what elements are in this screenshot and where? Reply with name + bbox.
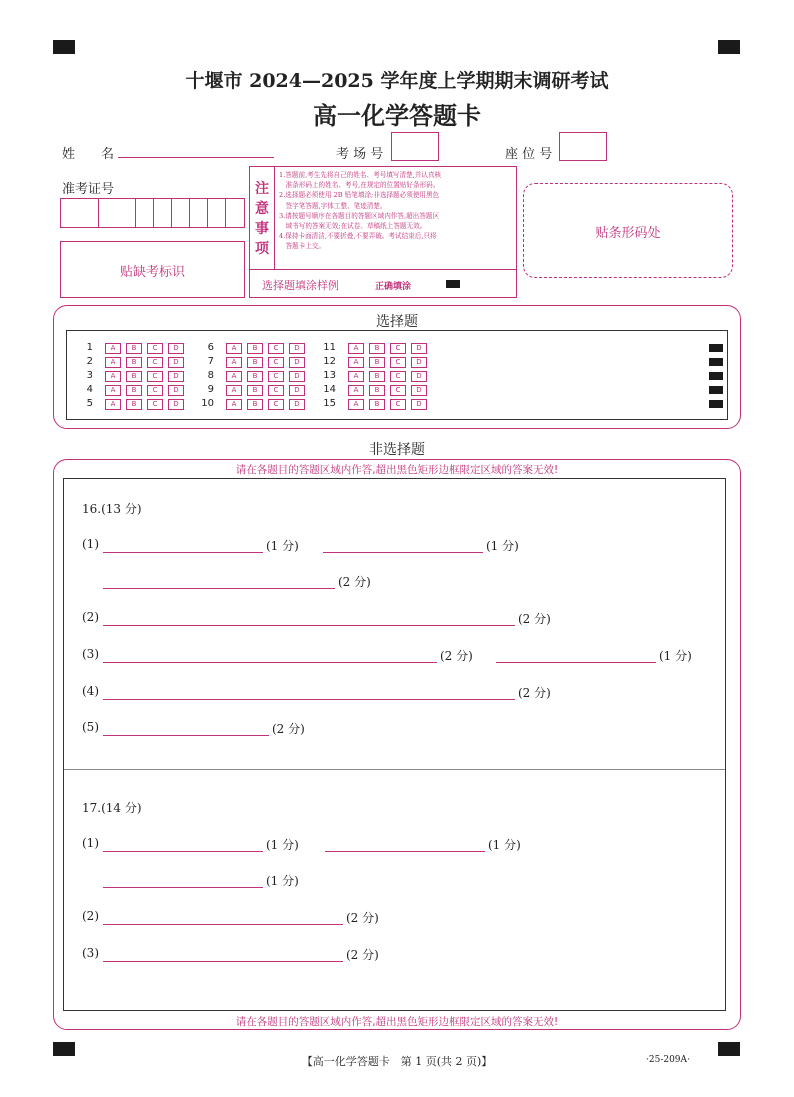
mc-option-bubble[interactable]: A (348, 343, 364, 354)
q17-part1-blank-c[interactable] (103, 886, 263, 888)
mc-question-number: 15 (323, 398, 336, 409)
mc-option-bubble[interactable]: D (168, 371, 184, 382)
q16-part2-score: (2 分) (518, 612, 551, 626)
mc-option-bubble[interactable]: B (247, 399, 263, 410)
mc-question-number: 7 (207, 356, 214, 367)
ticket-label: 准考证号 (62, 182, 115, 197)
mc-option-bubble[interactable]: A (348, 371, 364, 382)
absent-sticker-area (60, 241, 245, 298)
barcode-area (523, 183, 733, 278)
mc-option-bubble[interactable]: C (268, 357, 284, 368)
answer-frame (63, 478, 726, 1011)
mc-option-bubble[interactable]: A (105, 357, 121, 368)
form-code: ·25-209A· (646, 1055, 690, 1065)
mc-option-bubble[interactable]: C (147, 385, 163, 396)
mc-option-bubble[interactable]: C (147, 343, 163, 354)
open-title: 非选择题 (369, 442, 425, 458)
q17-part2-score: (2 分) (346, 911, 379, 925)
mc-option-bubble[interactable]: D (168, 385, 184, 396)
mc-option-bubble[interactable]: B (247, 357, 263, 368)
q16-part3-blank-a[interactable] (103, 661, 437, 663)
q16-part1-blank-b[interactable] (323, 551, 483, 553)
mc-option-bubble[interactable]: A (105, 371, 121, 382)
q17-part2-label: (2) (82, 909, 99, 923)
corner-mark-top-left (53, 40, 75, 54)
mc-option-bubble[interactable]: C (390, 357, 406, 368)
mc-option-bubble[interactable]: B (369, 357, 385, 368)
mc-option-bubble[interactable]: B (369, 371, 385, 382)
fill-sample-row (250, 269, 516, 298)
mc-question-number: 14 (323, 384, 336, 395)
mc-question-number: 3 (86, 370, 93, 381)
mc-option-bubble[interactable]: B (126, 357, 142, 368)
q16-part3-score-a: (2 分) (440, 649, 473, 663)
mc-question-number: 1 (86, 342, 93, 353)
mc-question-number: 13 (323, 370, 336, 381)
mc-option-bubble[interactable]: C (268, 385, 284, 396)
mc-option-bubble[interactable]: C (268, 371, 284, 382)
q17-part3-blank[interactable] (103, 960, 343, 962)
q17-part1-label: (1) (82, 836, 99, 850)
mc-option-bubble[interactable]: C (268, 343, 284, 354)
mc-question-number: 9 (207, 384, 214, 395)
q16-part1-score-c: (2 分) (338, 575, 371, 589)
corner-mark-top-right (718, 40, 740, 54)
mc-option-bubble[interactable]: B (369, 385, 385, 396)
notice-items: 1.答题前,考生先将自己的姓名、考号填写清楚,并认真核 准条形码上的姓名、考号,在规定的位置贴好条形码。 2.选择题必须使用 2B 铅笔填涂;非选择题必须使用黑色 签字笔答题,字体工整、笔迹清楚。 3.请按题号顺序在各题目的答题区域内作答,超出答题区 域书写的答案无效;在试卷、草稿纸上答题无效。 4.保持卡面清洁,不要折叠,不要弄破。考试结束后,只将 答题卡上交。 (279, 171, 442, 251)
q16-part2-blank[interactable] (103, 624, 515, 626)
q16-part3-label: (3) (82, 647, 99, 661)
mc-option-bubble[interactable]: D (289, 371, 305, 382)
q17-part1-score-a: (1 分) (266, 838, 299, 852)
open-warning-top: 请在各题目的答题区域内作答,超出黑色矩形边框限定区域的答案无效! (235, 464, 559, 476)
barcode-label: 贴条形码处 (595, 226, 661, 241)
mc-question-number: 11 (323, 342, 336, 353)
q16-part1-blank-a[interactable] (103, 551, 263, 553)
q16-part2-label: (2) (82, 610, 99, 624)
mc-option-bubble[interactable]: A (226, 357, 242, 368)
mc-option-bubble[interactable]: B (369, 399, 385, 410)
mc-option-bubble[interactable]: D (411, 399, 427, 410)
mc-option-bubble[interactable]: C (268, 399, 284, 410)
mc-option-bubble[interactable]: C (390, 343, 406, 354)
mc-question-number: 4 (86, 384, 93, 395)
mc-option-bubble[interactable]: A (348, 399, 364, 410)
exam-title: 十堰市 2024—2025 学年度上学期期末调研考试 (185, 70, 609, 92)
mc-question-number: 12 (323, 356, 336, 367)
q16-part4-blank[interactable] (103, 698, 515, 700)
mc-option-bubble[interactable]: B (126, 385, 142, 396)
mc-timing-mark (709, 358, 723, 366)
mc-option-bubble[interactable]: D (168, 357, 184, 368)
ticket-number-grid[interactable] (60, 198, 245, 228)
seat-field[interactable] (559, 132, 607, 161)
mc-option-bubble[interactable]: D (168, 399, 184, 410)
fill-sample-label: 选择题填涂样例 (262, 279, 339, 292)
q17-part1-blank-a[interactable] (103, 850, 263, 852)
mc-question-number: 5 (86, 398, 93, 409)
q16-part1-score-b: (1 分) (486, 539, 519, 553)
q17-part2-blank[interactable] (103, 923, 343, 925)
mc-option-bubble[interactable]: B (247, 385, 263, 396)
q16-part1-score-a: (1 分) (266, 539, 299, 553)
q16-part4-label: (4) (82, 684, 99, 698)
mc-question-number: 8 (207, 370, 214, 381)
mc-option-bubble[interactable]: D (411, 371, 427, 382)
q16-title: 16.(13 分) (82, 502, 142, 516)
open-warning-bottom: 请在各题目的答题区域内作答,超出黑色矩形边框限定区域的答案无效! (235, 1016, 559, 1028)
q16-part5-label: (5) (82, 720, 99, 734)
mc-option-bubble[interactable]: A (348, 357, 364, 368)
mc-option-bubble[interactable]: D (289, 399, 305, 410)
correct-fill-sample (446, 280, 460, 288)
card-title: 高一化学答题卡 (313, 102, 481, 130)
page-footer: 【高一化学答题卡 第 1 页(共 2 页)】 (301, 1055, 493, 1068)
q16-part5-blank[interactable] (103, 734, 269, 736)
exam-room-field[interactable] (391, 132, 439, 161)
q16-part1-blank-c[interactable] (103, 587, 335, 589)
absent-sticker-label: 贴缺考标识 (119, 265, 185, 280)
mc-option-bubble[interactable]: B (126, 343, 142, 354)
mc-question-number: 2 (86, 356, 93, 367)
mc-timing-mark (709, 400, 723, 408)
mc-option-bubble[interactable]: B (369, 343, 385, 354)
mc-option-bubble[interactable]: C (147, 399, 163, 410)
mc-question-number: 6 (207, 342, 214, 353)
mc-answer-box (66, 330, 728, 420)
name-field[interactable] (118, 143, 274, 158)
mc-option-bubble[interactable]: A (105, 385, 121, 396)
mc-question-number: 10 (201, 398, 214, 409)
mc-option-bubble[interactable]: C (390, 399, 406, 410)
seat-label: 座 位 号 (505, 147, 553, 162)
mc-option-bubble[interactable]: D (289, 385, 305, 396)
mc-option-bubble[interactable]: C (147, 357, 163, 368)
notice-heading: 注 意 事 项 (250, 167, 275, 269)
mc-option-bubble[interactable]: A (105, 399, 121, 410)
mc-option-bubble[interactable]: A (348, 385, 364, 396)
mc-option-bubble[interactable]: C (390, 371, 406, 382)
mc-timing-mark (709, 344, 723, 352)
q16-part5-score: (2 分) (272, 722, 305, 736)
notice-box (249, 166, 517, 298)
q17-part1-score-c: (1 分) (266, 874, 299, 888)
q16-part4-score: (2 分) (518, 686, 551, 700)
mc-option-bubble[interactable]: B (126, 399, 142, 410)
mc-option-bubble[interactable]: C (390, 385, 406, 396)
mc-title: 选择题 (376, 314, 418, 330)
mc-option-bubble[interactable]: D (168, 343, 184, 354)
mc-option-bubble[interactable]: B (247, 371, 263, 382)
mc-timing-mark (709, 386, 723, 394)
mc-option-bubble[interactable]: A (105, 343, 121, 354)
q17-part3-label: (3) (82, 946, 99, 960)
mc-option-bubble[interactable]: D (289, 357, 305, 368)
mc-option-bubble[interactable]: A (226, 371, 242, 382)
mc-option-bubble[interactable]: D (289, 343, 305, 354)
mc-option-bubble[interactable]: B (247, 343, 263, 354)
q17-part1-blank-b[interactable] (325, 850, 485, 852)
name-label: 姓 名 (62, 147, 115, 162)
q16-part3-score-b: (1 分) (659, 649, 692, 663)
mc-option-bubble[interactable]: A (226, 385, 242, 396)
q17-title: 17.(14 分) (82, 801, 142, 815)
q17-part1-score-b: (1 分) (488, 838, 521, 852)
exam-room-label: 考 场 号 (336, 147, 384, 162)
correct-fill-label: 正确填涂 (375, 282, 412, 292)
mc-option-bubble[interactable]: B (126, 371, 142, 382)
q16-part1-label: (1) (82, 537, 99, 551)
mc-option-bubble[interactable]: D (411, 357, 427, 368)
mc-option-bubble[interactable]: D (411, 385, 427, 396)
q17-part3-score: (2 分) (346, 948, 379, 962)
mc-option-bubble[interactable]: A (226, 399, 242, 410)
q16-part3-blank-b[interactable] (496, 661, 656, 663)
mc-option-bubble[interactable]: C (147, 371, 163, 382)
mc-option-bubble[interactable]: A (226, 343, 242, 354)
mc-option-bubble[interactable]: D (411, 343, 427, 354)
answer-frame-divider (64, 769, 725, 770)
mc-timing-mark (709, 372, 723, 380)
